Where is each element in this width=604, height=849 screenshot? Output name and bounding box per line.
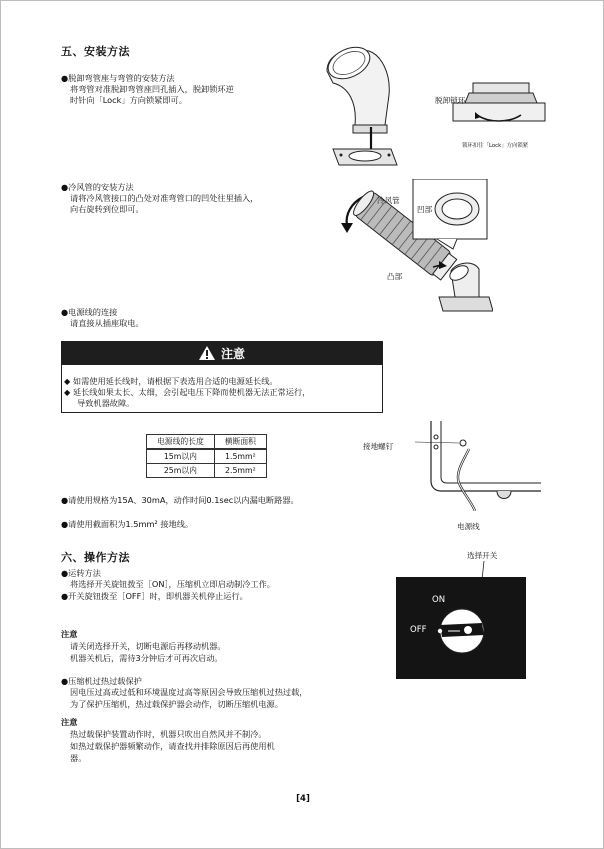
- caution-title: 注意: [220, 346, 245, 361]
- table-cell: 2.5mm²: [214, 464, 266, 478]
- table-header-row: [147, 435, 267, 450]
- select-switch-illustration: [396, 561, 526, 681]
- fig2-label-recess: 凹部: [417, 205, 433, 214]
- caution-line-3: 导致机器故障。: [77, 398, 135, 408]
- table-cell: 25m以内: [147, 464, 215, 478]
- power-cord-title: ●电源线的连接: [61, 307, 118, 317]
- caution-banner: [61, 341, 383, 365]
- note1-line-1: 请关闭选择开关，切断电源后再移动机器。: [70, 641, 226, 651]
- duct-install-title: ●冷风管的安装方法: [61, 182, 134, 192]
- overload-text-2: 为了保护压缩机，热过载保护器会动作，切断压缩机电源。: [70, 699, 283, 709]
- section5-title: 五、安装方法: [61, 45, 130, 58]
- overload-title: ●压缩机过热过载保护: [61, 676, 142, 686]
- note2-line-2: 如热过载保护器频繁动作，请查找并排除原因后再使用机: [70, 741, 275, 751]
- power-cord-text: 请直接从插座取电。: [70, 318, 144, 328]
- elbow-install-text-2: 时针向「Lock」方向锁紧即可。: [70, 95, 187, 105]
- switch-on-label: ON: [432, 595, 446, 605]
- caution-line-2: ◆ 延长线如果太长、太细，会引起电压下降而使机器无法正常运行，: [64, 387, 311, 397]
- duct-install-text-1: 请将冷风管接口的凸处对准弯管口的凹处往里插入，: [70, 193, 259, 203]
- caution-line-1: ◆ 如需使用延长线时，请根据下表选用合适的电源延长线。: [64, 376, 278, 386]
- grounding-illustration: [401, 421, 551, 511]
- fig3-label-power-cord: 电源线: [457, 522, 480, 531]
- duct-install-text-2: 向右旋转到位即可。: [70, 204, 144, 214]
- note1-line-2: 机器关机后，需待3分钟后才可再次启动。: [70, 653, 223, 663]
- table-row: [147, 464, 267, 478]
- operation-title: ●运转方法: [61, 568, 101, 578]
- table-cell: 15m以内: [147, 449, 215, 464]
- lock-ring-illustration: [433, 81, 549, 137]
- fig2-label-duct: 冷风管: [377, 196, 400, 205]
- fig1-label-lock-ring: 脱卸锁环: [435, 96, 466, 105]
- extension-cord-table: [146, 434, 267, 478]
- warning-icon: [199, 346, 215, 360]
- page-number: [4]: [296, 794, 310, 804]
- breaker-note: ●请使用规格为15A、30mA，动作时间0.1sec以内漏电断路器。: [61, 495, 299, 505]
- operation-text-1: 将选择开关旋钮拨至［ON］，压缩机立即启动制冷工作。: [70, 579, 275, 589]
- elbow-install-text-1: 将弯管对准脱卸弯管座凹孔插入，脱卸锁环逆: [70, 84, 234, 94]
- fig1-label-lock-direction: 锁环扣往「Lock」方向锁紧: [462, 143, 529, 149]
- ground-wire-note: ●请使用截面积为1.5mm² 接地线。: [61, 519, 194, 529]
- elbow-base-illustration: [319, 43, 399, 173]
- table-row: [147, 449, 267, 464]
- note2-title: 注意: [61, 717, 78, 727]
- table-cell: 1.5mm²: [214, 449, 266, 464]
- overload-text-1: 因电压过高或过低和环境温度过高等原因会导致压缩机过热过载，: [70, 687, 308, 697]
- operation-text-2: ●开关旋钮拨至［OFF］时，即机器关机停止运行。: [61, 591, 248, 601]
- note2-line-1: 热过载保护装置动作时，机器只吹出自然风并不制冷。: [70, 729, 267, 739]
- fig2-label-bump: 凸部: [387, 272, 403, 281]
- table-header-length: 电源线的长度: [147, 435, 215, 450]
- elbow-install-title: ●脱卸弯管座与弯管的安装方法: [61, 73, 175, 83]
- table-header-area: 横断面积: [214, 435, 266, 450]
- note1-title: 注意: [61, 629, 78, 639]
- section6-title: 六、操作方法: [61, 551, 130, 564]
- note2-line-3: 器。: [70, 753, 87, 763]
- fig3-label-ground-screw: 接地螺钉: [363, 442, 394, 451]
- fig-label-select-switch: 选择开关: [467, 551, 498, 560]
- switch-off-label: OFF: [410, 625, 427, 635]
- duct-install-illustration: [333, 179, 493, 319]
